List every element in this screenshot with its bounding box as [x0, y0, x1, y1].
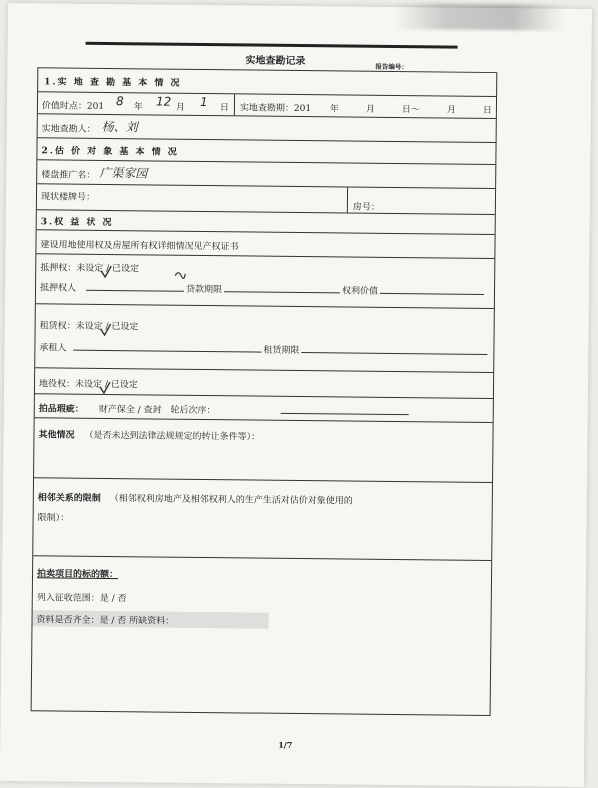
survey-period-label: 实地查勘期：201	[239, 103, 312, 115]
neighbor-note-2: 限制）：	[37, 513, 70, 524]
divider	[234, 94, 235, 115]
section-2-heading: 2.估 价 对 象 基 本 情 况	[41, 146, 179, 158]
form-title: 实地查勘记录	[245, 55, 306, 68]
order-blank	[281, 404, 409, 415]
survey-period-rest: 年 月 日～ 月 日	[329, 104, 492, 117]
lessee-label: 承租人	[39, 343, 67, 354]
neighbor-row	[33, 478, 492, 561]
value-date-month: 月	[175, 102, 185, 113]
right-value-label: 权利价值	[341, 286, 379, 297]
value-date-year-hand: 8	[115, 94, 124, 109]
auction-defect-label: 拍品瑕疵：	[38, 404, 84, 415]
survey-form	[31, 67, 498, 716]
scribble-icon	[174, 268, 186, 282]
other-note: （是否未达到法律法规规定的转让条件等）：	[84, 430, 261, 443]
docs-complete-line: 资料是否齐全：是 / 否 所缺资料：	[36, 615, 175, 627]
lease-row	[35, 304, 494, 373]
auction-defect-options: 财产保全 / 查封 轮后次序：	[98, 404, 216, 417]
section-3-heading: 3.权 益 状 况	[40, 217, 114, 229]
promo-name-label: 楼盘推广名：	[41, 170, 96, 181]
other-row	[34, 418, 493, 483]
lessee-blank	[73, 341, 261, 353]
house-number-label: 现状楼牌号：	[40, 192, 96, 203]
neighbor-label: 相邻关系的限制	[37, 493, 101, 504]
surveyor-hand: 杨、刘	[101, 119, 138, 135]
mortgagee-label: 抵押权人	[39, 283, 77, 294]
value-date-day: 日	[219, 103, 229, 114]
surveyor-label: 实地查勘人：	[41, 124, 96, 135]
header-rule	[86, 42, 458, 49]
lease-term-blank	[301, 343, 487, 355]
rights-line: 建设用地使用权及房屋所有权详细情况见产权证书	[40, 240, 239, 253]
checkmark-icon	[99, 381, 111, 395]
mortgage-line: 抵押权：未设定 / 已设定	[40, 263, 140, 275]
mortgagee-blank	[86, 281, 184, 292]
loan-term-label: 贷款期限	[185, 284, 223, 296]
checkmark-icon	[100, 265, 112, 279]
document-page	[0, 3, 592, 787]
loan-term-blank	[224, 282, 340, 293]
scan-artifact	[394, 3, 564, 31]
other-label: 其他情况	[38, 430, 75, 441]
promo-name-hand: 广渠家园	[99, 165, 148, 181]
expropriation-line: 列入征收范围：是 / 否	[36, 593, 127, 605]
mortgage-row	[36, 254, 494, 309]
report-number-label: 报告编号：	[375, 62, 408, 72]
value-date-year: 年	[133, 102, 143, 113]
page-number: 1/7	[278, 739, 293, 750]
neighbor-note: （相邻权利房地产及相邻权利人的生产生活对估价对象使用的	[109, 494, 353, 507]
value-date-label: 价值时点：201	[41, 101, 105, 112]
section-1-heading: 1.实 地 查 勘 基 本 情 况	[44, 77, 182, 89]
lease-line: 租赁权：未设定 / 已设定	[39, 321, 139, 333]
easement-line: 地役权：未设定 / 已设定	[38, 379, 138, 391]
lease-term-label: 租赁期限	[263, 345, 300, 357]
value-date-day-hand: 1	[199, 94, 208, 110]
checkmark-icon	[100, 323, 112, 337]
right-value-blank	[380, 284, 484, 295]
auction-block	[32, 556, 492, 717]
value-date-month-hand: 12	[155, 94, 172, 109]
auction-amount: 拍卖项目的标的额：	[36, 569, 119, 581]
room-number-label: 房号：	[352, 202, 380, 213]
divider	[347, 188, 348, 213]
